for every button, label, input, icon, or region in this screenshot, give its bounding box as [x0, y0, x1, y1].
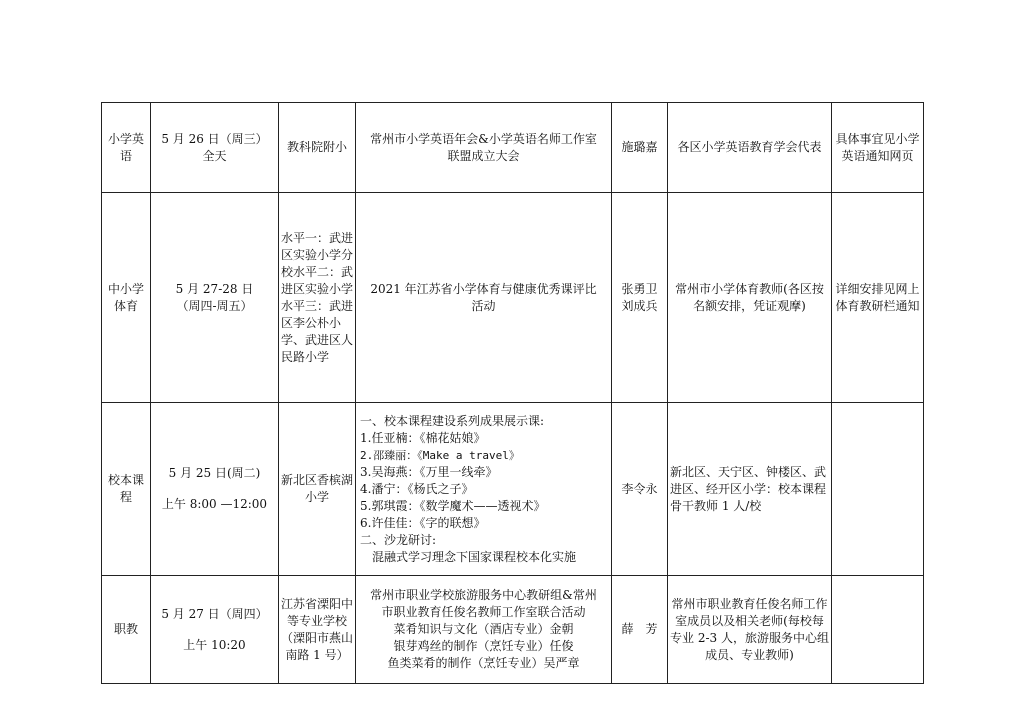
participants-cell: 常州市职业教育任俊名师工作室成员以及相关老师(每校每专业 2-3 人，旅游服务中心组成员、专业教师) [668, 576, 832, 684]
time-cell: 5 月 27 日（周四） 上午 10:20 [151, 576, 279, 684]
venue-cell: 新北区香槟湖小学 [279, 403, 356, 576]
content-cell: 2021 年江苏省小学体育与健康优秀课评比 活动 [356, 193, 612, 403]
person-cell: 施璐嘉 [612, 103, 668, 193]
table-row [102, 193, 924, 403]
subject-cell: 职教 [102, 576, 151, 684]
person-cell: 李令永 [612, 403, 668, 576]
person-cell: 张勇卫 刘成兵 [612, 193, 668, 403]
notes-cell: 具体事宜见小学英语通知网页 [832, 103, 924, 193]
participants-cell: 新北区、天宁区、钟楼区、武进区、经开区小学：校本课程骨干教师 1 人/校 [668, 403, 832, 576]
time-cell: 5 月 27-28 日 （周四-周五） [151, 193, 279, 403]
table-row [102, 403, 924, 576]
content-cell: 一、校本课程建设系列成果展示课: 1.任亚楠：《棉花姑娘》 2.邵臻丽：《Make a travel》 3.吴海燕：《万里一线牵》 4.潘宁：《杨氏之子》 5.郭琪霞：《数学魔术——透视术》 6.许佳佳：《字的联想》 二、沙龙研讨: 混融式学习理念下国家课程校本化实施 [356, 403, 612, 576]
venue-cell: 江苏省溧阳中等专业学校（溧阳市燕山南路 1 号） [279, 576, 356, 684]
venue-cell: 水平一：武进区实验小学分校水平二：武进区实验小学水平三：武进区李公朴小学、武进区人民路小学 [279, 193, 356, 403]
schedule-table [101, 102, 924, 684]
time-cell: 5 月 25 日(周二) 上午 8:00 —12:00 [151, 403, 279, 576]
table-row [102, 103, 924, 193]
notes-cell [832, 403, 924, 576]
notes-cell: 详细安排见网上体育教研栏通知 [832, 193, 924, 403]
venue-cell: 教科院附小 [279, 103, 356, 193]
notes-cell [832, 576, 924, 684]
participants-cell: 各区小学英语教育学会代表 [668, 103, 832, 193]
subject-cell: 小学英语 [102, 103, 151, 193]
person-cell: 薛 芳 [612, 576, 668, 684]
participants-cell: 常州市小学体育教师(各区按名额安排，凭证观摩) [668, 193, 832, 403]
subject-cell: 校本课程 [102, 403, 151, 576]
table-row [102, 576, 924, 684]
subject-cell: 中小学体育 [102, 193, 151, 403]
time-cell: 5 月 26 日（周三） 全天 [151, 103, 279, 193]
content-cell: 常州市职业学校旅游服务中心教研组&常州 市职业教育任俊名教师工作室联合活动 菜肴知识与文化（酒店专业）金朝 银芽鸡丝的制作（烹饪专业）任俊 鱼类菜肴的制作（烹饪专业）吴严章 [356, 576, 612, 684]
content-cell: 常州市小学英语年会&小学英语名师工作室 联盟成立大会 [356, 103, 612, 193]
